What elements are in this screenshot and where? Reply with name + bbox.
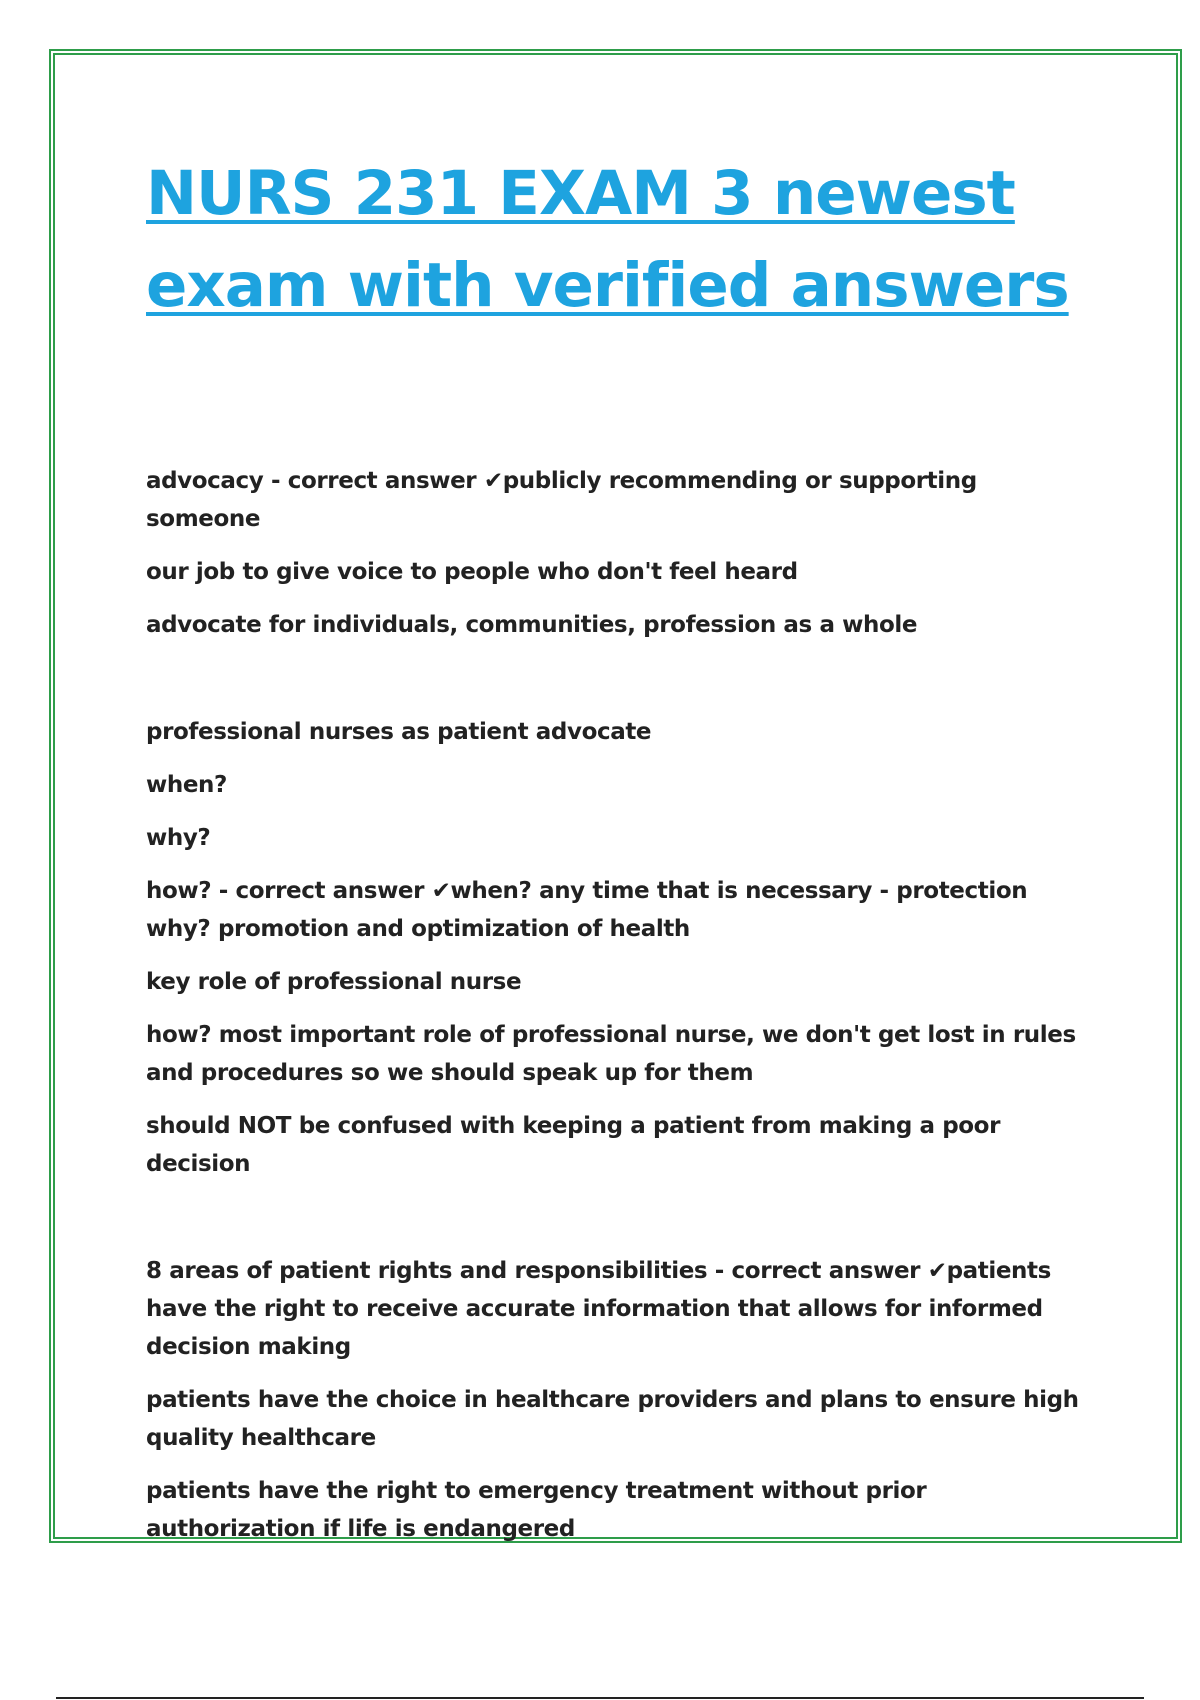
paragraph: our job to give voice to people who don't feel heard xyxy=(146,559,798,585)
paragraph: should NOT be confused with keeping a patient from making a poor decision xyxy=(146,1113,1001,1177)
section-spacer xyxy=(146,659,1086,713)
paragraph: advocate for individuals, communities, profession as a whole xyxy=(146,612,918,638)
section-spacer xyxy=(146,1198,1086,1252)
paragraph: 8 areas of patient rights and responsibilities - correct answer ✔patients have the right to receive accurate information that allows for informed decision making xyxy=(146,1258,1051,1360)
document-body xyxy=(146,462,1086,1563)
paragraph: how? - correct answer ✔when? any time that is necessary - protection why? promotion and optimization of health xyxy=(146,878,1028,942)
paragraph: professional nurses as patient advocate xyxy=(146,719,652,745)
paragraph: patients have the choice in healthcare providers and plans to ensure high quality healthcare xyxy=(146,1387,1079,1451)
paragraph: why? xyxy=(146,825,211,851)
title-line-1: NURS 231 EXAM 3 newest xyxy=(146,158,1015,229)
paragraph: when? xyxy=(146,772,227,798)
section-advocacy xyxy=(146,462,1086,644)
document-title xyxy=(146,148,1106,332)
title-line-2: exam with verified answers xyxy=(146,250,1069,321)
paragraph: advocacy - correct answer ✔publicly recommending or supporting someone xyxy=(146,468,977,532)
paragraph: how? most important role of professional nurse, we don't get lost in rules and procedures so we should speak up for them xyxy=(146,1022,1076,1086)
section-patient-advocate xyxy=(146,713,1086,1183)
page-divider xyxy=(56,1697,1144,1699)
section-patient-rights xyxy=(146,1252,1086,1548)
paragraph: patients have the right to emergency treatment without prior authorization if life is endangered xyxy=(146,1478,927,1542)
paragraph: key role of professional nurse xyxy=(146,969,522,995)
